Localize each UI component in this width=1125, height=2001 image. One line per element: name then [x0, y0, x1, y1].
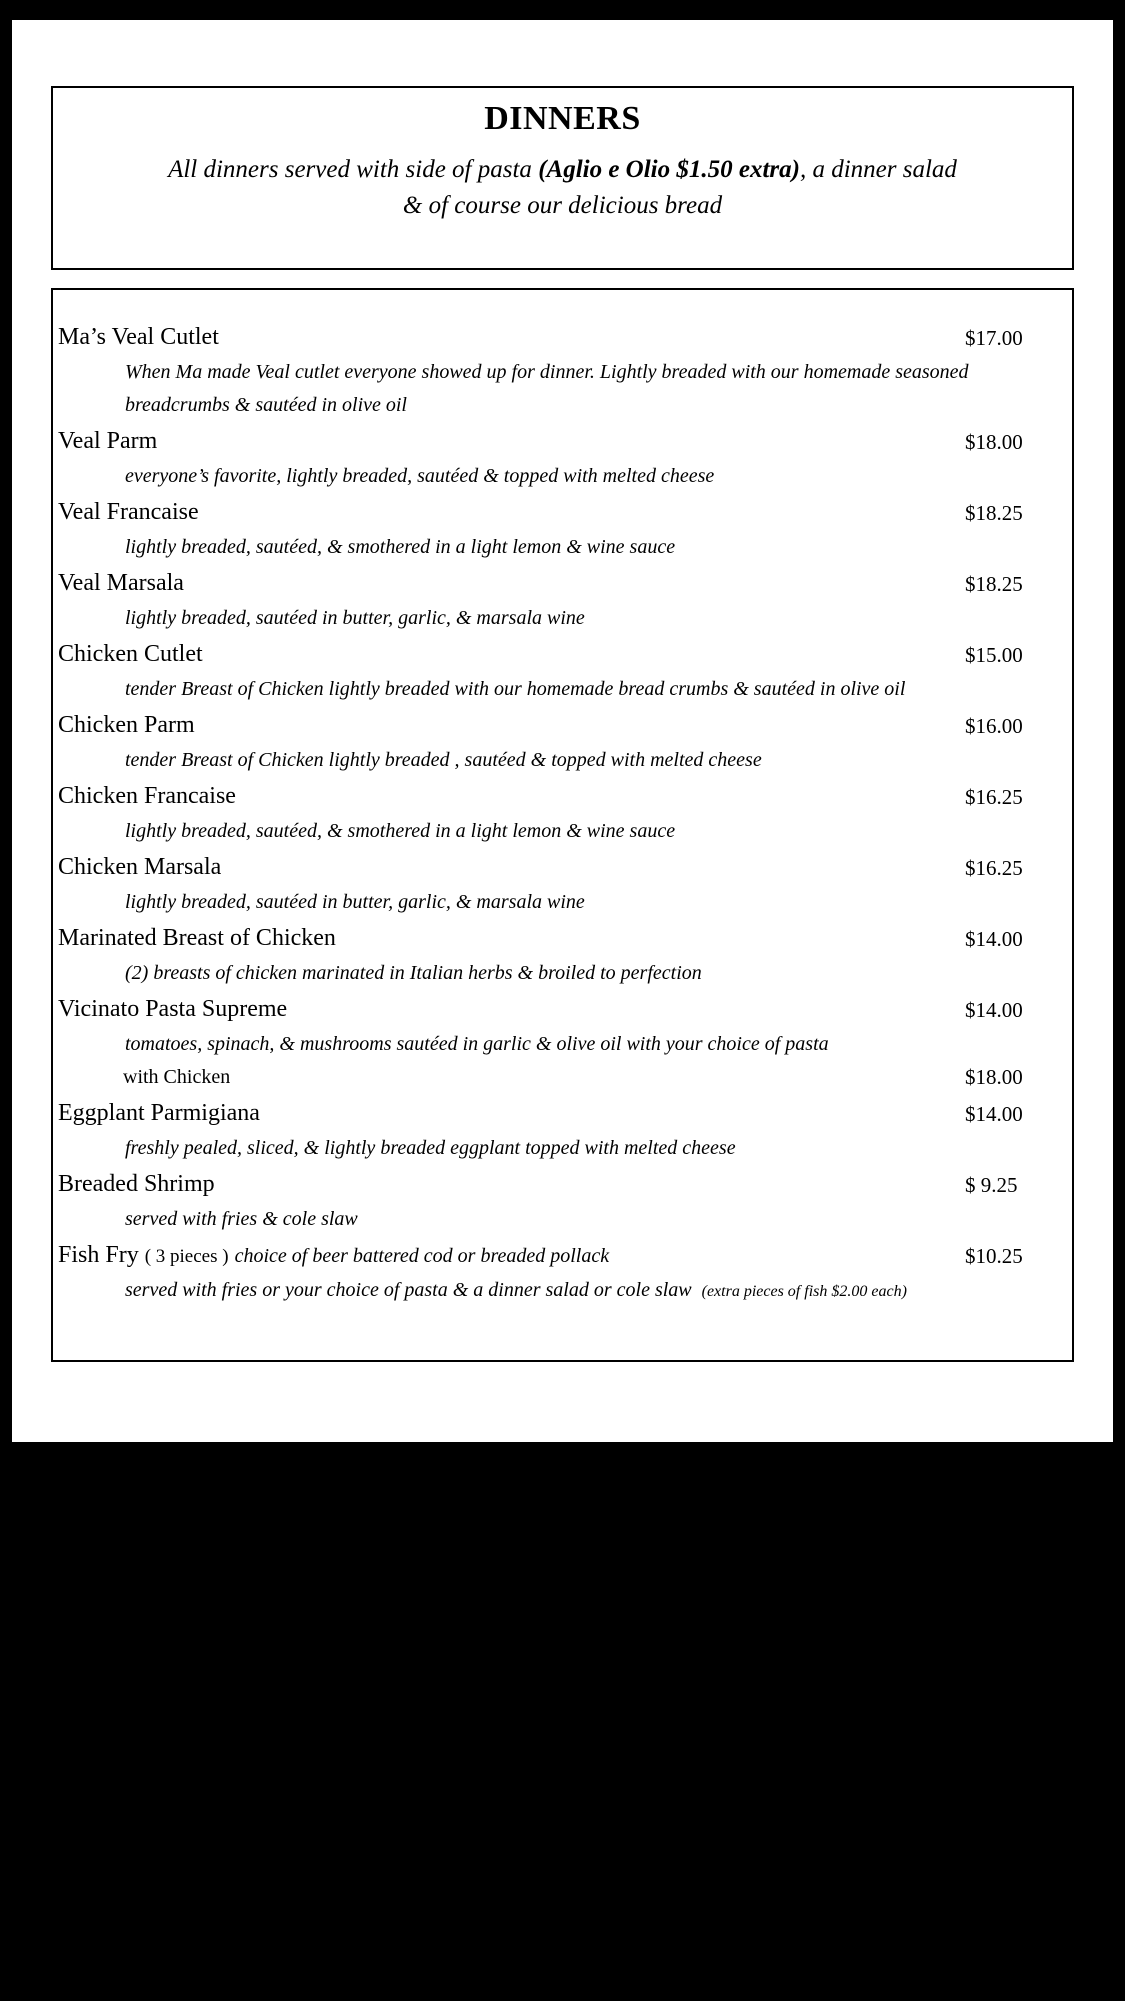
item-price: $16.25: [965, 856, 1023, 880]
item-description: When Ma made Veal cutlet everyone showed up for dinner. Lightly breaded with our homemade seasoned breadcrumbs & sautéed in olive oil: [125, 361, 969, 416]
item-name: Veal Parm: [58, 428, 158, 454]
item-name: Chicken Marsala: [58, 854, 222, 880]
item-name: Chicken Parm: [58, 712, 195, 738]
header-subtitle: [113, 152, 1013, 224]
item-price: $15.00: [965, 643, 1023, 667]
item-name: Marinated Breast of Chicken: [58, 925, 336, 951]
item-price: $14.00: [965, 998, 1023, 1022]
item-price: $18.25: [965, 572, 1023, 596]
item-description: served with fries or your choice of pasta & a dinner salad or cole slaw: [125, 1279, 692, 1301]
menu-items-box: [51, 288, 1074, 1362]
item-price: $14.00: [965, 927, 1023, 951]
subtitle-line2: & of course our delicious bread: [402, 192, 723, 219]
item-addon-price: $18.00: [965, 1065, 1023, 1089]
item-name: Chicken Francaise: [58, 783, 236, 809]
page-title: DINNERS: [484, 100, 641, 137]
item-name: Vicinato Pasta Supreme: [58, 996, 288, 1022]
subtitle-emphasis: (Aglio e Olio $1.50 extra): [538, 156, 800, 183]
menu-header-box: [51, 86, 1074, 270]
item-name: Chicken Cutlet: [58, 641, 203, 667]
item-name-description: choice of beer battered cod or breaded pollack: [234, 1245, 610, 1267]
item-addon-label: with Chicken: [123, 1066, 231, 1088]
item-description: lightly breaded, sautéed, & smothered in a light lemon & wine sauce: [125, 536, 676, 558]
item-description: lightly breaded, sautéed in butter, garlic, & marsala wine: [125, 891, 585, 913]
item-price: $18.25: [965, 501, 1023, 525]
item-name-note: ( 3 pieces ): [144, 1246, 229, 1267]
item-description: lightly breaded, sautéed in butter, garlic, & marsala wine: [125, 607, 585, 629]
item-name: Veal Francaise: [58, 499, 199, 525]
item-price: $10.25: [965, 1244, 1023, 1268]
item-name: Eggplant Parmigiana: [58, 1100, 260, 1126]
item-description-note: (extra pieces of fish $2.00 each): [701, 1283, 907, 1300]
item-price: $14.00: [965, 1102, 1023, 1126]
item-price: $17.00: [965, 326, 1023, 350]
item-name-group: [58, 1242, 609, 1269]
item-price: $16.00: [965, 714, 1023, 738]
item-price: $ 9.25: [965, 1173, 1018, 1197]
item-name: Veal Marsala: [58, 570, 184, 596]
item-description: tender Breast of Chicken lightly breaded , sautéed & topped with melted cheese: [125, 749, 762, 771]
item-description-group: [125, 1274, 1065, 1308]
item-description: lightly breaded, sautéed, & smothered in a light lemon & wine sauce: [125, 820, 676, 842]
subtitle-suffix: , a dinner salad: [799, 156, 957, 183]
menu-page: [12, 20, 1113, 1442]
item-description: (2) breasts of chicken marinated in Italian herbs & broiled to perfection: [125, 962, 702, 984]
subtitle-prefix: All dinners served with side of pasta: [168, 156, 539, 183]
item-price: $18.00: [965, 430, 1023, 454]
item-price: $16.25: [965, 785, 1023, 809]
item-name: Fish Fry: [58, 1242, 139, 1268]
item-description: served with fries & cole slaw: [125, 1208, 358, 1230]
item-description: tender Breast of Chicken lightly breaded with our homemade bread crumbs & sautéed in olive oil: [125, 678, 906, 700]
item-description: everyone’s favorite, lightly breaded, sautéed & topped with melted cheese: [125, 465, 715, 487]
item-description: tomatoes, spinach, & mushrooms sautéed in garlic & olive oil with your choice of pasta: [125, 1033, 829, 1055]
item-description: freshly pealed, sliced, & lightly breaded eggplant topped with melted cheese: [125, 1137, 736, 1159]
item-name: Ma’s Veal Cutlet: [58, 324, 219, 350]
item-name: Breaded Shrimp: [58, 1171, 215, 1197]
